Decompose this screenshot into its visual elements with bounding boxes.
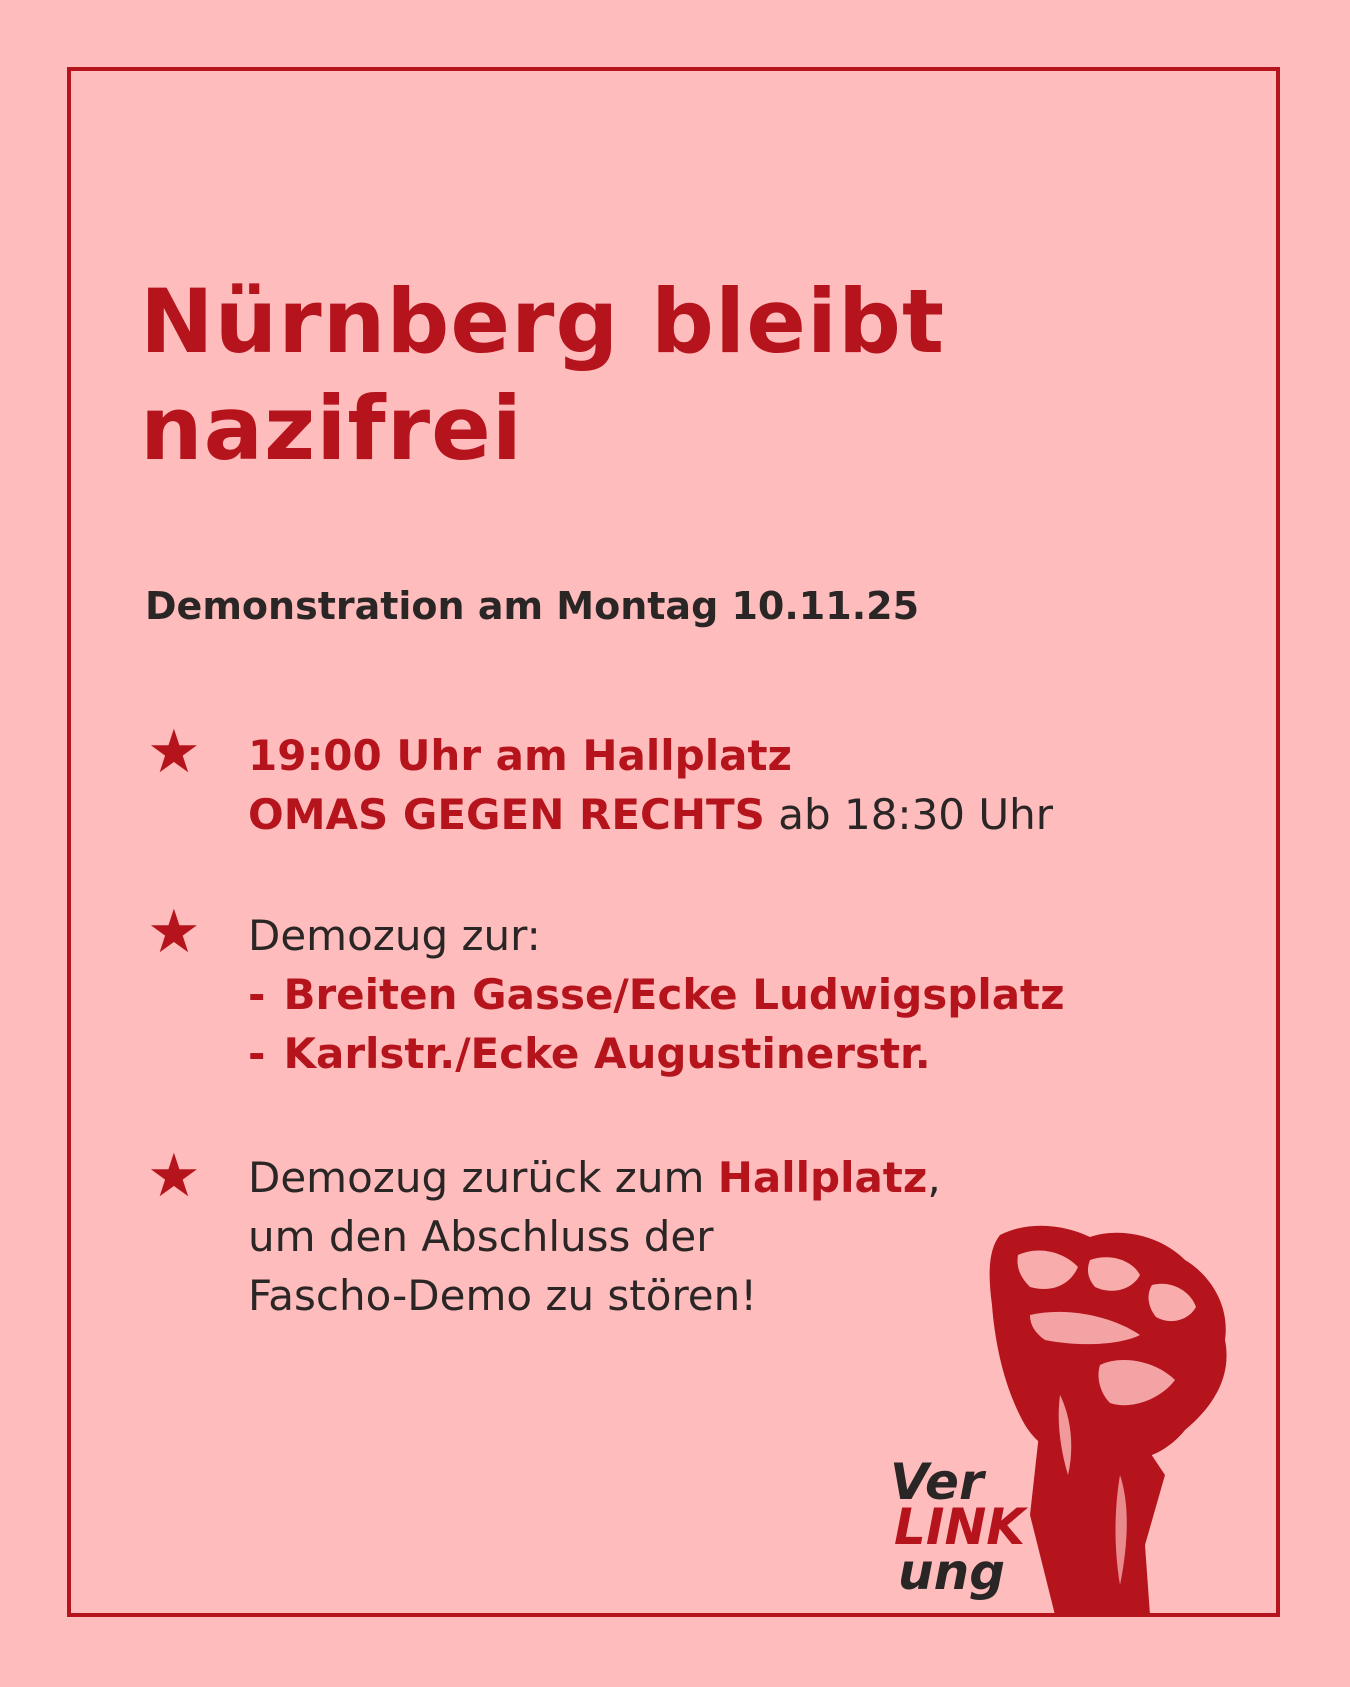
omas-line — [248, 785, 1053, 844]
return-comma: , — [927, 1153, 941, 1202]
return-line-2: um den Abschluss der — [248, 1212, 714, 1261]
route-item-1: Breiten Gasse/Ecke Ludwigsplatz — [283, 970, 1065, 1019]
return-start: Demozug zurück zum — [248, 1153, 718, 1202]
star-icon: ★ — [147, 897, 201, 967]
title-line-1: Nürnberg bleibt — [140, 270, 946, 373]
route-item — [248, 965, 1065, 1024]
star-icon: ★ — [147, 1141, 201, 1211]
dash-icon: - — [248, 970, 266, 1019]
logo-line-3: ung — [898, 1543, 1005, 1601]
route-item-2: Karlstr./Ecke Augustinerstr. — [283, 1029, 931, 1078]
event-date: Demonstration am Montag 10.11.25 — [145, 584, 920, 628]
omas-time: ab 18:30 Uhr — [764, 790, 1054, 839]
logo-line-1: Ver — [890, 1453, 984, 1511]
dash-icon: - — [248, 1029, 266, 1078]
route-heading: Demozug zur: — [248, 911, 541, 960]
poster-title — [140, 268, 945, 482]
return-hallplatz: Hallplatz — [717, 1153, 928, 1202]
section-route — [248, 906, 1065, 1083]
star-icon: ★ — [147, 717, 201, 787]
logo-line-2: LINK — [894, 1498, 1026, 1556]
section-return — [248, 1148, 941, 1325]
section-start-location — [248, 726, 1053, 844]
return-line-3: Fascho-Demo zu stören! — [248, 1271, 758, 1320]
return-line-1 — [248, 1148, 941, 1207]
route-item — [248, 1024, 1065, 1083]
start-time-location: 19:00 Uhr am Hallplatz — [248, 731, 792, 780]
verlinkung-logo — [890, 1453, 1026, 1601]
title-line-2: nazifrei — [140, 377, 523, 480]
omas-gegen-rechts: OMAS GEGEN RECHTS — [248, 790, 765, 839]
